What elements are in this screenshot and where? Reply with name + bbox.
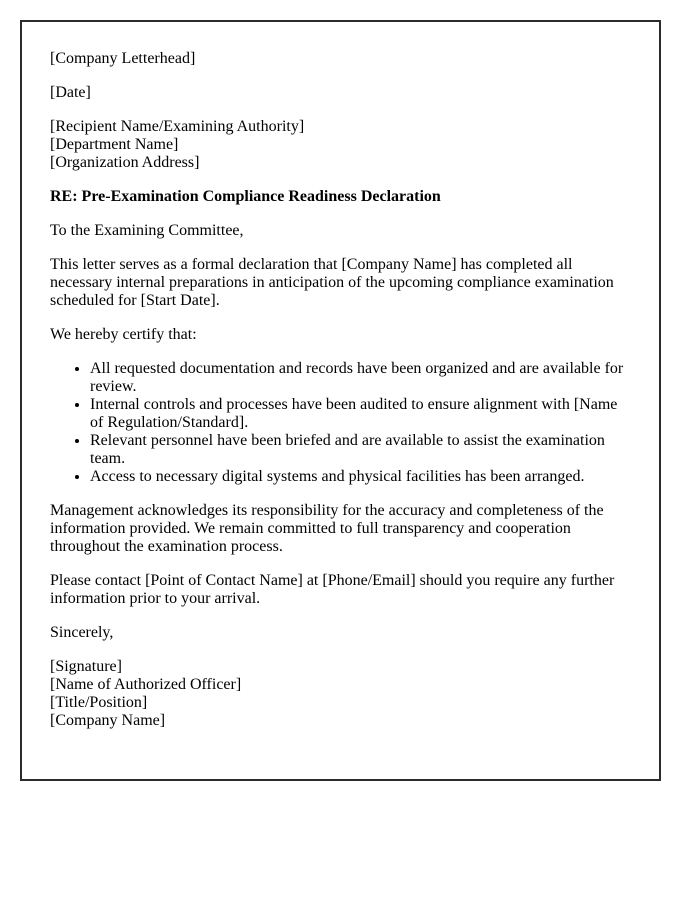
management-paragraph: Management acknowledges its responsibility for the accuracy and completeness of the information provided. We remain committed to full transparency and cooperation throughout the examination process.: [50, 502, 604, 555]
company-name-placeholder: [Company Name]: [50, 712, 166, 729]
certification-item-documentation: • All requested documentation and records have been organized and are available for review.: [90, 360, 631, 396]
intro-paragraph: This letter serves as a formal declaration that [Company Name] has completed all necessary internal preparations in anticipation of the upcoming compliance examination scheduled for [Start Date].: [50, 256, 614, 309]
signature-placeholder: [Signature]: [50, 658, 122, 675]
date-placeholder: [Date]: [50, 84, 91, 101]
salutation: To the Examining Committee,: [50, 222, 244, 239]
title-position-placeholder: [Title/Position]: [50, 694, 148, 711]
certification-item-personnel: • Relevant personnel have been briefed and are available to assist the examination team.: [90, 432, 631, 468]
signature-block: [50, 658, 631, 730]
recipient-authority-line: [Recipient Name/Examining Authority]: [50, 118, 305, 135]
subject-line: RE: Pre-Examination Compliance Readiness Declaration: [50, 188, 441, 205]
certify-lead-paragraph: We hereby certify that:: [50, 326, 197, 343]
certification-item-access: • Access to necessary digital systems and physical facilities has been arranged.: [90, 468, 631, 486]
certification-list: [50, 360, 631, 486]
closing: Sincerely,: [50, 624, 114, 641]
letter-page: [20, 20, 661, 781]
recipient-department-line: [Department Name]: [50, 136, 179, 153]
contact-paragraph: Please contact [Point of Contact Name] at [Phone/Email] should you require any further information prior to your arrival.: [50, 572, 615, 607]
certification-item-internal-controls: • Internal controls and processes have been audited to ensure alignment with [Name of Regulation/Standard].: [90, 396, 631, 432]
officer-name-placeholder: [Name of Authorized Officer]: [50, 676, 242, 693]
letterhead-placeholder: [Company Letterhead]: [50, 50, 196, 67]
recipient-address-line: [Organization Address]: [50, 154, 200, 171]
recipient-block: [50, 118, 631, 172]
